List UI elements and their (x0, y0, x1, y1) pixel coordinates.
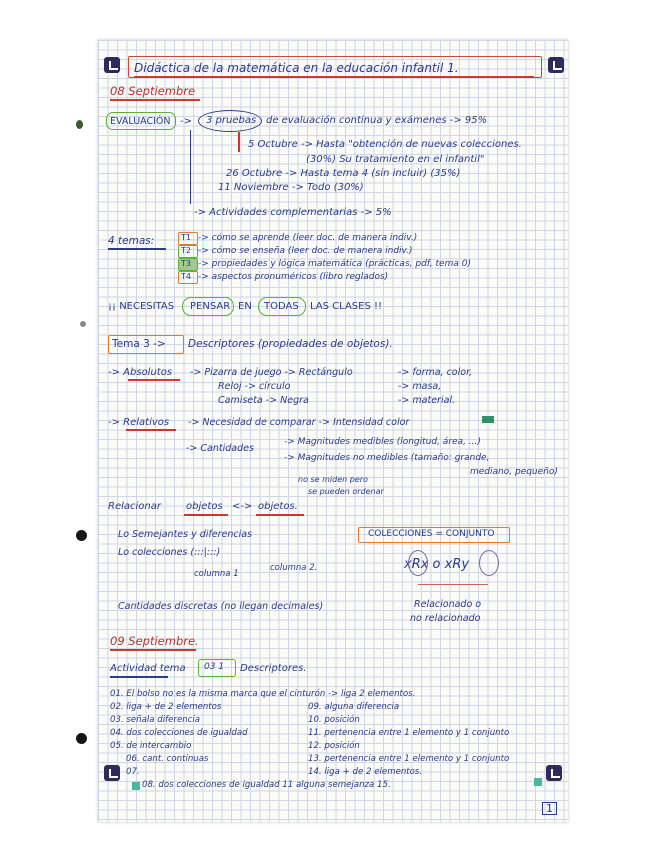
relation-diagram: xRx o xRy (404, 557, 470, 572)
relation-circle-left (408, 550, 428, 576)
tema-tag-4: T4 (181, 272, 191, 281)
warning-word1: PENSAR (190, 301, 231, 312)
warning-part2: EN (238, 301, 252, 312)
act-item-left-7: 07. (126, 767, 140, 777)
tema3-title: Descriptores (propiedades de objetos). (188, 338, 393, 350)
binder-hole-4 (76, 733, 87, 744)
absolutos-a2: -> forma, color, (398, 367, 473, 378)
absolutos-b1: Reloj -> círculo (218, 381, 291, 392)
date-heading-1: 08 Septiembre (110, 84, 196, 98)
tema-text-1: -> cómo se aprende (leer doc. de manera indiv.) (198, 233, 418, 243)
act-item-left-6: 06. cant. continuas (126, 754, 209, 764)
act-item-left-5: 05. de intercambio (110, 741, 192, 751)
evaluacion-sub1a: 5 Octubre -> Hasta "obtención de nuevas colecciones. (248, 139, 522, 150)
tema-tag-1: T1 (181, 233, 191, 242)
act-item-right-5: 13. pertenencia entre 1 elemento y 1 conjunto (308, 754, 510, 764)
date-underline-2 (110, 649, 196, 651)
act-item-right-3: 11. pertenencia entre 1 elemento y 1 conjunto (308, 728, 510, 738)
evaluacion-bracket-v (238, 132, 240, 152)
act-item-left-8: 08. dos colecciones de igualdad 11 alguna semejanza 15. (142, 780, 391, 790)
page-number: 1 (542, 802, 557, 815)
tema3-label: Tema 3 -> (112, 338, 166, 350)
actividad-title: Descriptores. (240, 663, 307, 674)
temas-underline (108, 248, 166, 250)
act-item-left-2: 02. liga + de 2 elementos (110, 702, 222, 712)
temas-label: 4 temas: (108, 235, 155, 247)
relacionar-line2: Lo colecciones (:::|:::) (118, 547, 221, 558)
tema-text-2: -> cómo se enseña (leer doc. de manera indiv.) (198, 246, 413, 256)
evaluacion-line1: de evaluación continua y exámenes -> 95% (266, 115, 488, 126)
relation-bracket-h (418, 584, 488, 585)
warning-word2: TODAS (264, 301, 299, 312)
tema-tag-3: T3 (181, 259, 191, 268)
relacionar-col1: columna 1 (194, 569, 239, 579)
relativos-rest: -> Necesidad de comparar -> Intensidad color (188, 417, 410, 428)
evaluacion-label: EVALUACIÓN (110, 116, 171, 127)
act-item-left-4: 04. dos colecciones de igualdad (110, 728, 248, 738)
evaluacion-sub3: 11 Noviembre -> Todo (30%) (218, 182, 364, 193)
tema-text-4: -> aspectos pronuméricos (libro reglados) (198, 272, 389, 282)
absolutos-a1: -> Pizarra de juego -> Rectángulo (190, 367, 353, 378)
relacionar-arrow: <-> (232, 501, 253, 512)
evaluacion-arrow: -> (180, 116, 192, 127)
date-underline-1 (110, 99, 200, 101)
act-item-left-3: 03. señala diferencia (110, 715, 201, 725)
relacionado: Relacionado o (414, 599, 482, 610)
warning-part1: ¡¡ NECESITAS (108, 301, 175, 312)
color-swatch (482, 416, 494, 423)
evaluacion-sub2: 26 Octubre -> Hasta tema 4 (sin incluir) (35%) (226, 168, 461, 179)
act-item-left-1: 01. El bolso no es la misma marca que el cinturón -> liga 2 elementos. (110, 689, 416, 699)
title-underline (134, 76, 534, 78)
relativos-label: -> Relativos (108, 417, 170, 428)
absolutos-c1: Camiseta -> Negra (218, 395, 309, 406)
act-item-right-6: 14. liga + de 2 elementos. (308, 767, 423, 777)
tema-tag-2: T2 (181, 246, 191, 255)
relacionar-word2: objetos. (258, 501, 298, 512)
actividad-label: Actividad tema (110, 663, 186, 674)
binder-hole-1 (76, 120, 83, 129)
cantidades-discretas: Cantidades discretas (no llegan decimales) (118, 601, 324, 612)
relacionar-line1: Lo Semejantes y diferencias (118, 529, 253, 540)
teal-marker-left (132, 782, 140, 790)
evaluacion-sub1b: (30%) Su tratamiento en el infantil" (306, 154, 485, 165)
relacionar-col2: columna 2. (270, 563, 318, 573)
absolutos-b2: -> masa, (398, 381, 442, 392)
evaluacion-bracket-down (190, 130, 191, 204)
cantidades-4: se pueden ordenar (308, 487, 384, 496)
no-relacionado: no relacionado (410, 613, 481, 624)
act-item-right-4: 12. posición (308, 741, 360, 751)
cantidades-1: -> Magnitudes medibles (longitud, área, ...) (284, 437, 481, 447)
relacionar-underline-2 (256, 514, 304, 516)
binder-hole-2 (80, 321, 86, 327)
corner-mark-top-right (548, 57, 564, 73)
warning-part3: LAS CLASES !! (310, 301, 383, 312)
cantidades-2: -> Magnitudes no medibles (tamaño: grande, (284, 453, 490, 463)
relation-circle-right (479, 550, 499, 576)
corner-mark-bottom-left (104, 765, 120, 781)
page-title: Didáctica de la matemática en la educación infantil 1. (134, 61, 459, 75)
act-item-right-2: 10. posición (308, 715, 360, 725)
cantidades-2b: mediano, pequeño) (470, 467, 558, 477)
act-item-right-1: 09. alguna diferencia (308, 702, 400, 712)
absolutos-label: -> Absolutos (108, 367, 173, 378)
relacionar-prefix: Relacionar (108, 501, 161, 512)
teal-marker-right (534, 778, 542, 786)
relacionar-word1: objetos (186, 501, 223, 512)
tema-text-3: -> propiedades y lógica matemática (prácticas, pdf, tema 0) (198, 259, 471, 269)
relacionar-underline-1 (184, 514, 228, 516)
colecciones-box-text: COLECCIONES = CONJUNTO (368, 529, 495, 539)
absolutos-underline (128, 379, 180, 381)
absolutos-c2: -> material. (398, 395, 456, 406)
corner-mark-top-left (104, 57, 120, 73)
binder-hole-3 (76, 530, 87, 541)
cantidades-3: no se miden pero (298, 475, 368, 484)
pruebas-label: 3 pruebas (206, 115, 257, 126)
actividad-tag: 03 1 (204, 662, 225, 672)
cantidades-label: -> Cantidades (186, 443, 254, 454)
date-heading-2: 09 Septiembre. (110, 634, 199, 648)
corner-mark-bottom-right (546, 765, 562, 781)
relativos-underline (126, 429, 176, 431)
notebook-page (98, 40, 568, 822)
evaluacion-actividades: -> Actividades complementarias -> 5% (194, 207, 392, 218)
actividad-underline (110, 676, 168, 678)
